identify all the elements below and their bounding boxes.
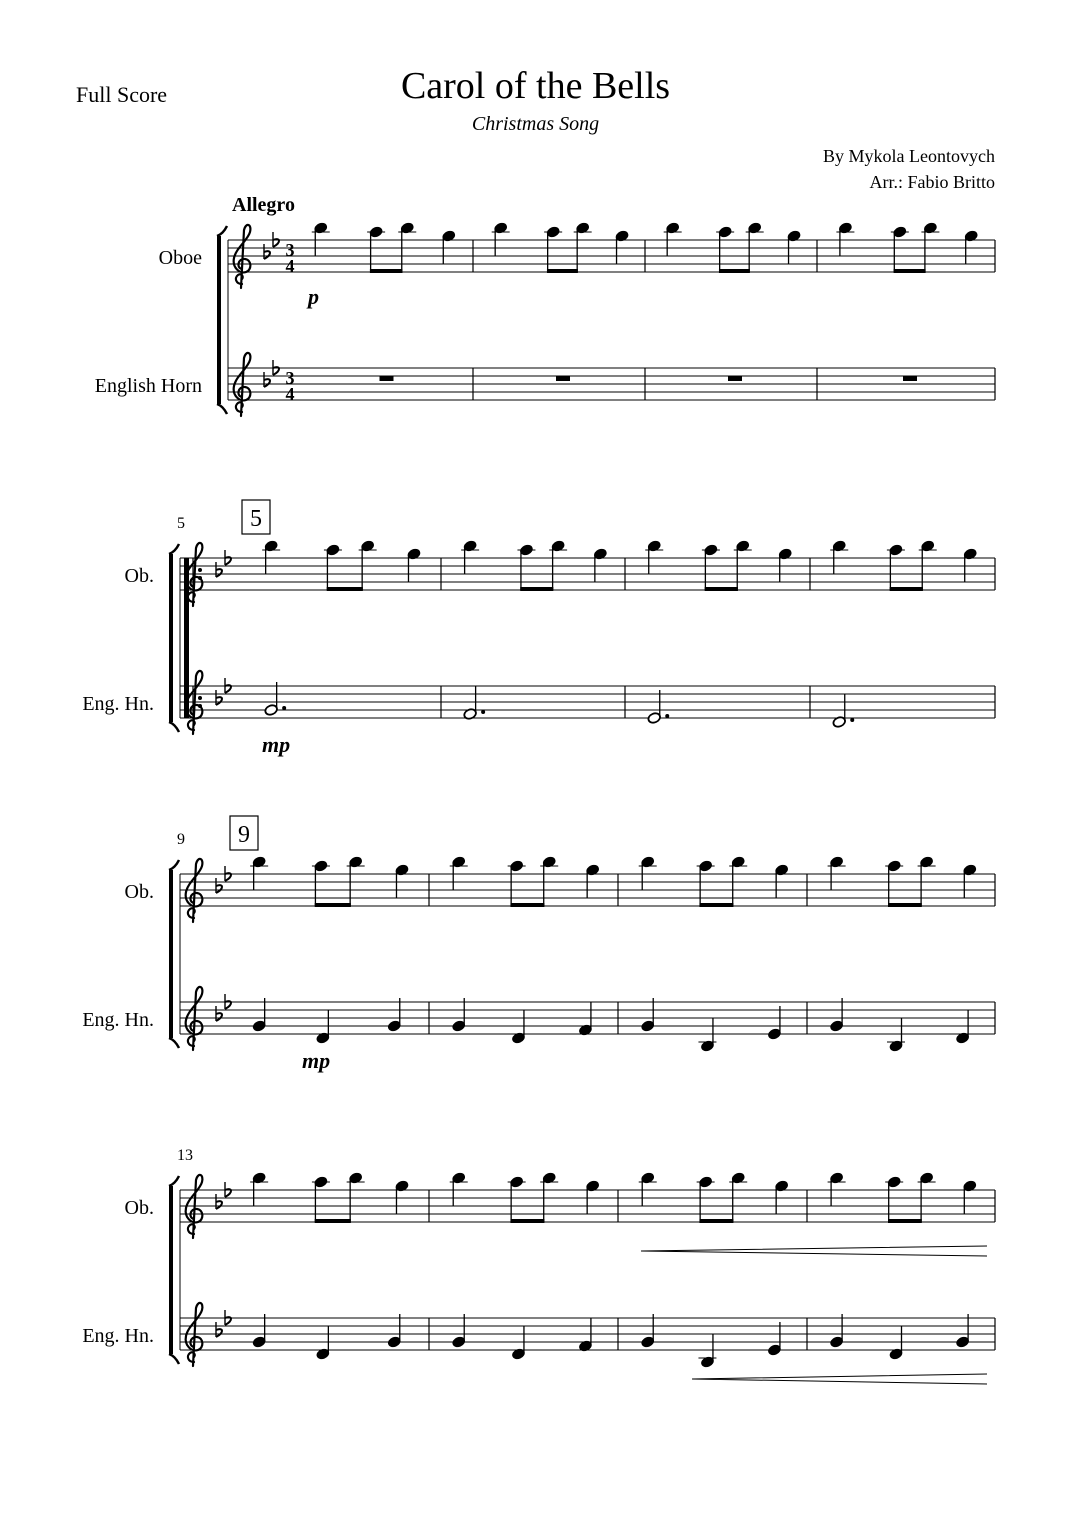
- flat-b-icon: [216, 562, 222, 577]
- repeat-thick-bar: [184, 686, 189, 718]
- instrument-label-oboe: Ob.: [124, 565, 154, 587]
- measure-number: 5: [177, 515, 185, 532]
- flat-bowl: [216, 885, 222, 893]
- measure-number: 9: [177, 831, 185, 848]
- augmentation-dot: [850, 718, 854, 722]
- flat-e-icon: [225, 866, 231, 881]
- bracket-hook-top: [169, 544, 179, 554]
- bracket-hook-bottom: [169, 1354, 179, 1364]
- score-type-label: Full Score: [76, 82, 168, 107]
- instrument-label-oboe: Ob.: [124, 1197, 154, 1219]
- repeat-thick-bar: [184, 558, 189, 590]
- eighth-beam: [699, 1219, 733, 1223]
- rehearsal-mark: 9: [238, 822, 250, 848]
- instrument-label-english-horn: Eng. Hn.: [82, 1009, 154, 1031]
- system-bracket: [217, 236, 221, 404]
- whole-rest-icon: [728, 376, 742, 381]
- whole-rest-icon: [556, 376, 570, 381]
- instrument-label-oboe: Ob.: [124, 881, 154, 903]
- flat-e-icon: [225, 1182, 231, 1197]
- flat-bowl: [216, 697, 222, 705]
- eighth-beam: [719, 269, 750, 273]
- flat-b-icon: [216, 1006, 222, 1021]
- dynamic-oboe: p: [308, 284, 319, 309]
- flat-b-icon: [264, 372, 270, 387]
- flat-e-icon: [273, 360, 279, 375]
- whole-rest-icon: [380, 376, 394, 381]
- augmentation-dot: [665, 714, 669, 718]
- time-sig-numerator: 3: [285, 240, 295, 260]
- eighth-beam: [315, 1219, 351, 1223]
- flat-e-icon: [225, 550, 231, 565]
- flat-bowl: [216, 1329, 222, 1337]
- flat-b-icon: [216, 1194, 222, 1209]
- eighth-beam: [890, 587, 923, 591]
- eighth-beam: [888, 1219, 922, 1223]
- arranger-credit: Arr.: Fabio Britto: [869, 172, 995, 192]
- instrument-label-english-horn: English Horn: [94, 375, 202, 397]
- flat-bowl: [264, 251, 270, 259]
- bracket-hook-top: [217, 226, 227, 236]
- flat-b-icon: [216, 690, 222, 705]
- flat-b-icon: [264, 244, 270, 259]
- bracket-hook-bottom: [169, 1038, 179, 1048]
- repeat-dot: [198, 704, 202, 708]
- bracket-hook-bottom: [169, 722, 179, 732]
- time-sig-numerator: 3: [285, 368, 295, 388]
- flat-e-icon: [225, 1310, 231, 1325]
- eighth-beam: [510, 903, 544, 907]
- eighth-beam: [510, 1219, 544, 1223]
- eighth-beam: [547, 269, 578, 273]
- flat-bowl: [264, 379, 270, 387]
- instrument-label-oboe: Oboe: [158, 247, 202, 269]
- time-sig-denominator: 4: [285, 384, 295, 404]
- flat-bowl: [216, 569, 222, 577]
- eighth-beam: [327, 587, 363, 591]
- eighth-beam: [888, 903, 922, 907]
- repeat-connector: [184, 590, 189, 686]
- dynamic-english-horn: mp: [262, 732, 291, 757]
- eighth-beam: [894, 269, 926, 273]
- flat-b-icon: [216, 878, 222, 893]
- bracket-hook-top: [169, 860, 179, 870]
- time-sig-denominator: 4: [285, 256, 295, 276]
- repeat-dot: [198, 568, 202, 572]
- flat-bowl: [216, 1201, 222, 1209]
- system-bracket: [169, 1186, 173, 1354]
- bracket-hook-top: [169, 1176, 179, 1186]
- composer-credit: By Mykola Leontovych: [823, 146, 995, 166]
- flat-e-icon: [273, 232, 279, 247]
- flat-bowl: [216, 1013, 222, 1021]
- flat-b-icon: [216, 1322, 222, 1337]
- bracket-hook-bottom: [217, 404, 227, 414]
- repeat-dot: [198, 576, 202, 580]
- eighth-beam: [315, 903, 351, 907]
- instrument-label-english-horn: Eng. Hn.: [82, 1325, 154, 1347]
- flat-e-icon: [225, 994, 231, 1009]
- eighth-beam: [699, 903, 733, 907]
- song-title: Carol of the Bells: [400, 65, 671, 107]
- song-subtitle: Christmas Song: [471, 113, 600, 135]
- whole-rest-icon: [903, 376, 917, 381]
- system-bracket: [169, 554, 173, 722]
- augmentation-dot: [481, 710, 485, 714]
- decrescendo-hairpin-oboe: [641, 1246, 987, 1256]
- augmentation-dot: [282, 706, 286, 710]
- dynamic-english-horn: mp: [302, 1048, 331, 1073]
- eighth-beam: [705, 587, 738, 591]
- system-bracket: [169, 870, 173, 1038]
- tempo-marking: Allegro: [232, 194, 295, 216]
- decrescendo-hairpin-english-horn: [692, 1374, 987, 1384]
- repeat-dot: [198, 696, 202, 700]
- rehearsal-mark: 5: [250, 506, 262, 532]
- measure-number: 13: [177, 1147, 193, 1164]
- eighth-beam: [520, 587, 553, 591]
- instrument-label-english-horn: Eng. Hn.: [82, 693, 154, 715]
- flat-e-icon: [225, 678, 231, 693]
- eighth-beam: [370, 269, 403, 273]
